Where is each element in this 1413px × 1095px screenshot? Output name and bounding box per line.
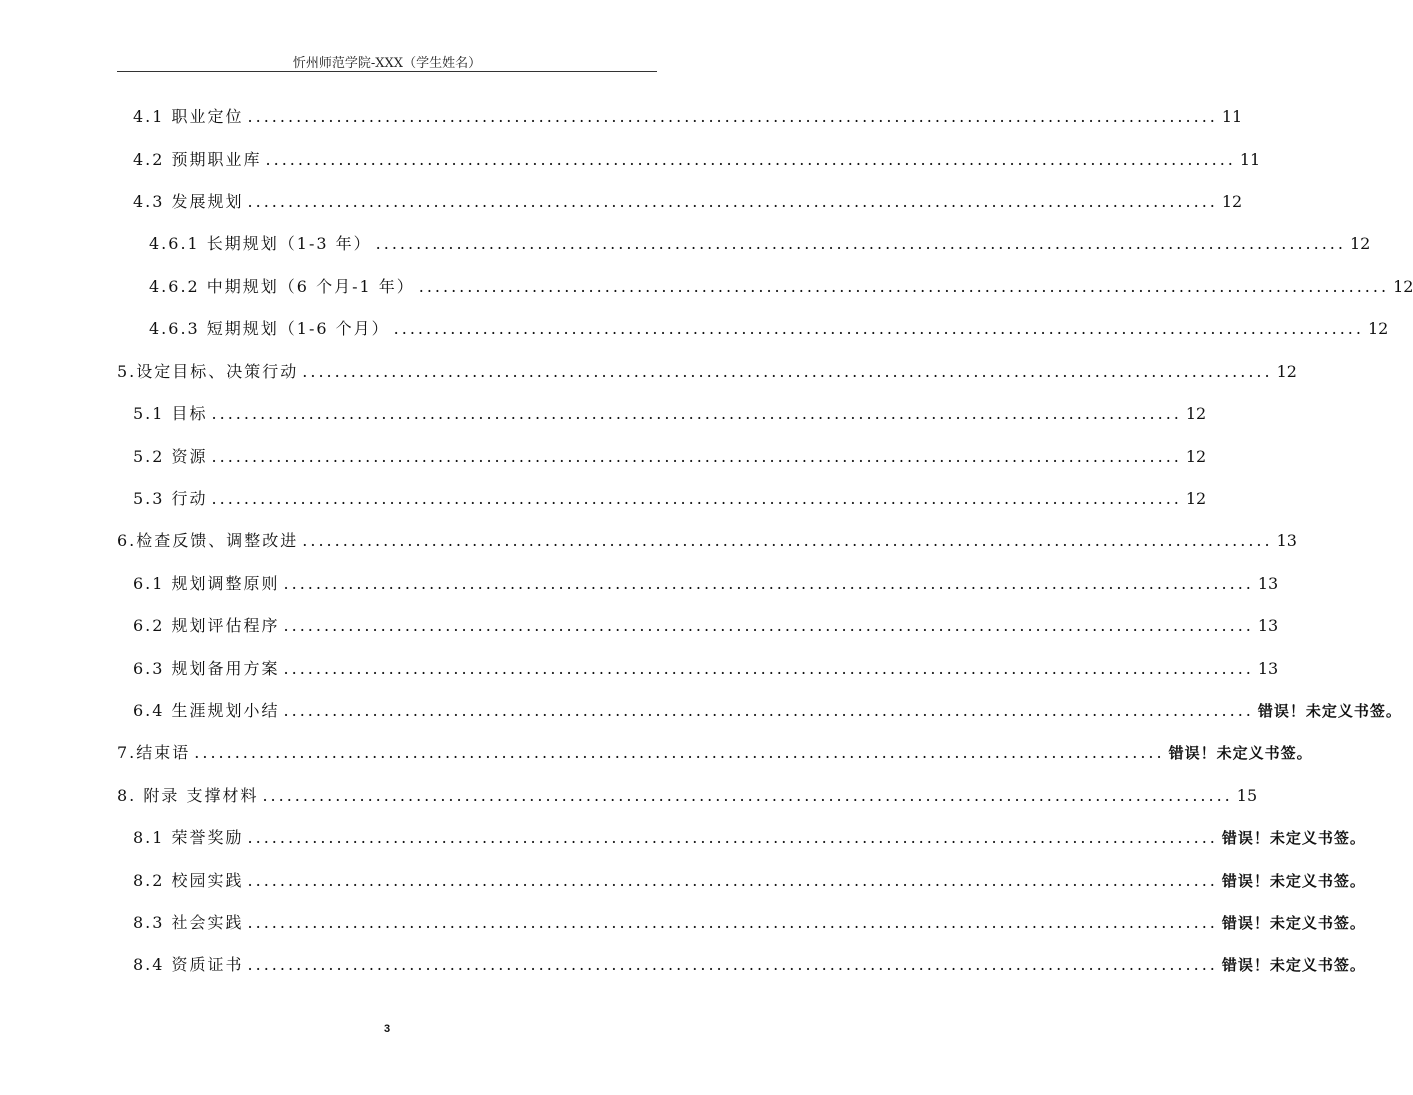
toc-entry-label: 4.2 预期职业库 [133,150,262,169]
toc-entry-page: 12 [1367,319,1389,338]
dot-leader: ........................................................................................................................ [247,955,1218,974]
toc-entry-label: 5.2 资源 [133,447,208,466]
dot-leader: ........................................................................................................................ [302,531,1273,550]
dot-leader: ........................................................................................................................ [194,743,1165,762]
toc-entry-page: 11 [1221,107,1243,126]
toc-entry-page: 13 [1257,574,1279,593]
toc-entry-page: 15 [1236,786,1258,805]
dot-leader: ........................................................................................................................ [283,701,1254,720]
dot-leader: ........................................................................................................................ [283,574,1254,593]
toc-entry-page: 13 [1257,659,1279,678]
dot-leader: ........................................................................................................................ [211,404,1182,423]
toc-entry-page: 12 [1276,362,1297,381]
toc-entry[interactable] [117,783,1258,807]
toc-entry[interactable] [149,231,1371,255]
toc-entry-label: 4.3 发展规划 [133,192,244,211]
toc-entry-page: 错误！未定义书签。 [1221,914,1366,932]
toc-entry-label: 6.4 生涯规划小结 [133,701,280,720]
toc-entry[interactable] [133,189,1243,213]
toc-entry[interactable] [133,868,1366,892]
toc-entry-page: 12 [1221,192,1243,211]
toc-entry-page: 11 [1239,150,1261,169]
toc-entry[interactable] [133,825,1366,849]
dot-leader: ........................................................................................................................ [393,319,1364,338]
running-header: 忻州师范学院-XXX（学生姓名） [292,56,482,71]
dot-leader: ........................................................................................................................ [211,447,1182,466]
toc-entry-page: 错误！未定义书签。 [1221,956,1366,974]
dot-leader: ........................................................................................................................ [247,913,1218,932]
toc-entry-page: 13 [1257,616,1279,635]
toc-entry-label: 5.1 目标 [133,404,208,423]
toc-entry-label: 8.2 校园实践 [133,871,244,890]
dot-leader: ........................................................................................................................ [283,616,1254,635]
toc-entry-label: 4.6.1 长期规划（1-3 年） [149,234,372,253]
toc-entry[interactable] [133,444,1207,468]
dot-leader: ........................................................................................................................ [247,192,1218,211]
toc-entry[interactable] [149,274,1413,298]
toc-entry-page: 错误！未定义书签。 [1221,829,1366,847]
dot-leader: ........................................................................................................................ [247,828,1218,847]
toc-entry[interactable] [133,401,1207,425]
toc-entry-label: 6.检查反馈、调整改进 [117,531,299,550]
page-number: 3 [383,1023,391,1035]
toc-entry-page: 错误！未定义书签。 [1168,744,1313,762]
toc-entry[interactable] [133,104,1243,128]
toc-entry-page: 12 [1349,234,1371,253]
toc-entry-page: 12 [1185,447,1207,466]
toc-entry[interactable] [133,910,1366,934]
dot-leader: ........................................................................................................................ [302,362,1273,381]
toc-entry[interactable] [133,952,1366,976]
toc-entry-label: 6.1 规划调整原则 [133,574,280,593]
dot-leader: ........................................................................................................................ [283,659,1254,678]
toc-entry-label: 8. 附录 支撑材料 [117,786,259,805]
toc-entry-page: 13 [1276,531,1297,550]
toc-entry-label: 5.3 行动 [133,489,208,508]
toc-entry[interactable] [133,147,1261,171]
dot-leader: ........................................................................................................................ [211,489,1182,508]
toc-entry[interactable] [117,359,1297,383]
toc-entry-label: 5.设定目标、决策行动 [117,362,299,381]
toc-entry-label: 8.3 社会实践 [133,913,244,932]
dot-leader: ........................................................................................................................ [262,786,1233,805]
toc-entry[interactable] [149,316,1389,340]
toc-entry-page: 错误！未定义书签。 [1257,702,1402,720]
toc-entry-label: 4.1 职业定位 [133,107,244,126]
toc-entry-label: 7.结束语 [117,743,191,762]
toc-entry-label: 8.4 资质证书 [133,955,244,974]
toc-entry-label: 4.6.2 中期规划（6 个月-1 年） [149,277,415,296]
dot-leader: ........................................................................................................................ [265,150,1236,169]
toc-entry[interactable] [133,698,1402,722]
toc-entry-label: 8.1 荣誉奖励 [133,828,244,847]
toc-entry-label: 6.2 规划评估程序 [133,616,280,635]
toc-entry[interactable] [133,613,1279,637]
toc-entry-label: 4.6.3 短期规划（1-6 个月） [149,319,390,338]
header-rule [117,71,657,72]
toc-entry-page: 12 [1185,404,1207,423]
toc-entry[interactable] [133,486,1207,510]
toc-entry[interactable] [133,656,1279,680]
toc-entry[interactable] [117,740,1313,764]
dot-leader: ........................................................................................................................ [418,277,1390,296]
toc-entry-page: 12 [1185,489,1207,508]
toc-entry[interactable] [133,571,1279,595]
dot-leader: ........................................................................................................................ [247,107,1218,126]
dot-leader: ........................................................................................................................ [247,871,1218,890]
toc-entry-page: 错误！未定义书签。 [1221,872,1366,890]
dot-leader: ........................................................................................................................ [375,234,1346,253]
toc-entry-page: 12 [1393,277,1413,296]
toc-entry-label: 6.3 规划备用方案 [133,659,280,678]
toc-entry[interactable] [117,528,1297,552]
